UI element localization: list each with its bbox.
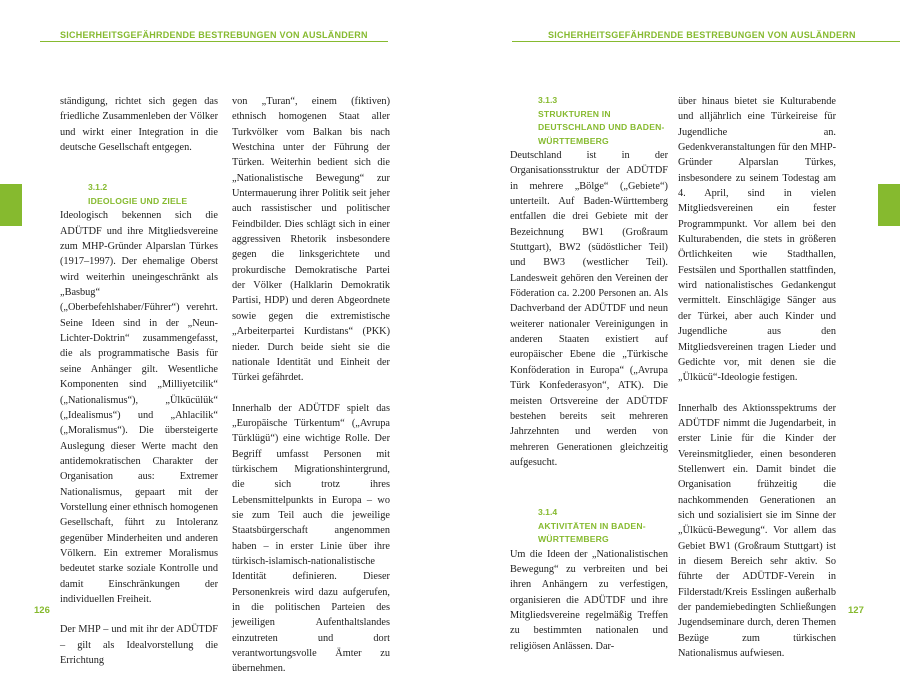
paragraph: Der MHP – und mit ihr der ADÜTDF – gilt als Idealvorstellung die Errichtung [60, 624, 218, 666]
paragraph: Deutschland ist in der Organisationsstruktur der ADÜTDF in mehrere „Bölge“ („Gebiete“) unterteilt. Auf Baden-Württemberg entfallen die drei Gebiete mit der Bezeichnung BW1 (Großraum Stuttgart), BW2 (südöstlicher Teil) und BW3 (westlicher Teil). Landesweit gehören den Vereinen der Föderation ca. 2.200 Personen an. Als Dachverband der ADÜTDF und neun weiterer nationaler Vereinigungen in anderen Staaten existiert auf europäischer Ebene die „Türkische Konföderation in Europa“ („Avrupa Türk Konfederasyon“, ATK). Die meisten Ortsvereine der ADÜTDF bestehen bereits seit mehreren Jahrzehnten und werden von mehreren Generationen gleichzeitig aufgesucht. [510, 150, 668, 468]
paragraph: Ideologisch bekennen sich die ADÜTDF und ihre Mitgliedsvereine zum MHP-Gründer Alparslan Türkes (1917–1997). Der ehemalige Oberst wird weiterhin uneingeschränkt als „Basbug“ („Oberbefehlshaber/Führer“) verehrt. Seine Ideen sind in der „Neun-Lichter-Doktrin“ zusammengefasst, die als programmatische Basis für seine Anhänger gilt. Wesentliche Komponenten sind „Milliyetcilik“ („Nationalismus“), „Ülkücülük“ („Idealismus“) und „Ahlacilik“ („Moralismus“). Die übersteigerte Auslegung dieser Werte macht den antidemokratischen Charakter der Organisation aus: Extremer Nationalismus, gepaart mit der Vorstellung einer ethnisch homogenen Gesellschaft, führt zu Intoleranz gegenüber Minderheiten und anderen Völkern. Ein extremer Moralismus bedeutet starke soziale Kontrolle und damit Einschränkungen der individuellen Freiheit. [60, 210, 218, 605]
section-number: 3.1.2 [88, 182, 108, 193]
text-column-2 [232, 94, 390, 677]
section-heading-3-1-4 [510, 506, 668, 547]
chapter-tab-marker [0, 184, 22, 226]
section-title: AKTIVITÄTEN IN BADEN-WÜRTTEMBERG [538, 520, 646, 545]
text-column-1 [510, 94, 668, 654]
paragraph: über hinaus bietet sie Kulturabende und alljährlich eine Türkeireise für Jugendliche an. Gedenkveranstaltungen für den MHP-Gründer Alparslan Türkes, insbesondere zu seinem Todestag am 4. April, sind in vielen Mitgliedsvereinen ein fester Programmpunkt. Vor allem bei den Kulturabenden, die stets in größeren Örtlichkeiten wie Stadthallen, Festsälen und Sporthallen stattfinden, wird nationalistisches Gedankengut vermittelt. Einschlägige Sänger aus der Türkei, aber auch Kinder und Jugendliche aus den Mitgliedsvereinen tragen Lieder und Gedichte vor, mit denen sie die „Ülkücü“-Ideologie festigen. [678, 96, 836, 384]
page-number: 127 [848, 605, 864, 616]
paragraph: ständigung, richtet sich gegen das friedliche Zusammenleben der Völker und wirkt einer Integration in die deutsche Gesellschaft entgegen. [60, 96, 218, 154]
section-number: 3.1.4 [538, 507, 558, 518]
paragraph: von „Turan“, einem (fiktiven) ethnisch homogenen Staat aller Turkvölker vom Balkan bis nach Westchina unter der Führung der Türken. Weiterhin bedient sich die „Nationalistische Bewegung“ zur Untermauerung ihrer Politik seit jeher auch rassistischer und politischer Feindbilder. Dies schlägt sich in einer aggressiven Rhetorik insbesondere gegen die linksgerichtete und prokurdische Demokratische Partei der Völker (Halklarin Demokratik Partisi, HDP) und deren Abgeordnete sowie gegen die extremistische „Arbeiterpartei Kurdistans“ (PKK) nieder. Durch beide sieht sie die nationale Identität und Einheit der Türkei gefährdet. [232, 96, 390, 384]
paragraph: Um die Ideen der „Nationalistischen Bewegung“ zu verbreiten und bei ihren Anhängern zu verfestigen, organisieren die ADÜTDF und ihre Mitgliedsvereine regelmäßig Treffen zu bestimmten nationalen und religiösen Anlässen. Dar- [510, 548, 668, 652]
header-rule [40, 41, 388, 42]
section-title: IDEOLOGIE UND ZIELE [88, 195, 188, 206]
section-title: STRUKTUREN IN DEUTSCHLAND UND BADEN-WÜRTTEMBERG [538, 108, 665, 146]
section-heading-3-1-3 [510, 94, 668, 148]
chapter-tab-marker [878, 184, 900, 226]
right-page [450, 0, 900, 660]
section-number: 3.1.3 [538, 95, 558, 105]
running-header: SICHERHEITSGEFÄHRDENDE BESTREBUNGEN VON AUSLÄNDERN [548, 30, 856, 40]
running-header: SICHERHEITSGEFÄHRDENDE BESTREBUNGEN VON AUSLÄNDERN [60, 30, 368, 40]
text-column-1 [60, 94, 218, 668]
paragraph: Innerhalb des Aktionsspektrums der ADÜTDF nimmt die Jugendarbeit, in erster Linie für die Kinder der Vereinsmitglieder, einen besonderen Stellenwert ein. Damit bindet die Organisation frühzeitig die nachkommenden Generationen an sich und sozialisiert sie im Sinne der „Ülkücü-Bewegung“. Vor allem das Gebiet BW1 (Großraum Stuttgart) ist in diesem Bereich sehr aktiv. So führte der ADÜTDF-Verein in Filderstadt/Kreis Esslingen außerhalb der pandemiebedingten Schließungen Jugendseminare durch, deren Themen Bezüge zum türkischen Nationalismus aufwiesen. [678, 402, 836, 660]
paragraph: Innerhalb der ADÜTDF spielt das „Europäische Türkentum“ („Avrupa Türklügü“) eine wichtige Rolle. Der Begriff umfasst Personen mit türkischem Migrationshintergrund, die sich trotz ihres Lebensmittelpunkts in Europa – wo sie zum Teil auch die jeweilige Staatsbürgerschaft angenommen haben – in erster Linie über ihre türkisch-islamisch-nationalistische Identität definieren. Dieser Personenkreis wird dazu aufgerufen, in die politischen Parteien des jeweiligen Aufenthaltslandes einzutreten und dort verantwortungsvolle Ämter zu übernehmen. [232, 402, 390, 675]
page-number: 126 [34, 605, 50, 616]
text-column-2 [678, 94, 836, 661]
header-rule [512, 41, 900, 42]
left-page [0, 0, 450, 675]
section-heading-3-1-2 [60, 181, 218, 208]
